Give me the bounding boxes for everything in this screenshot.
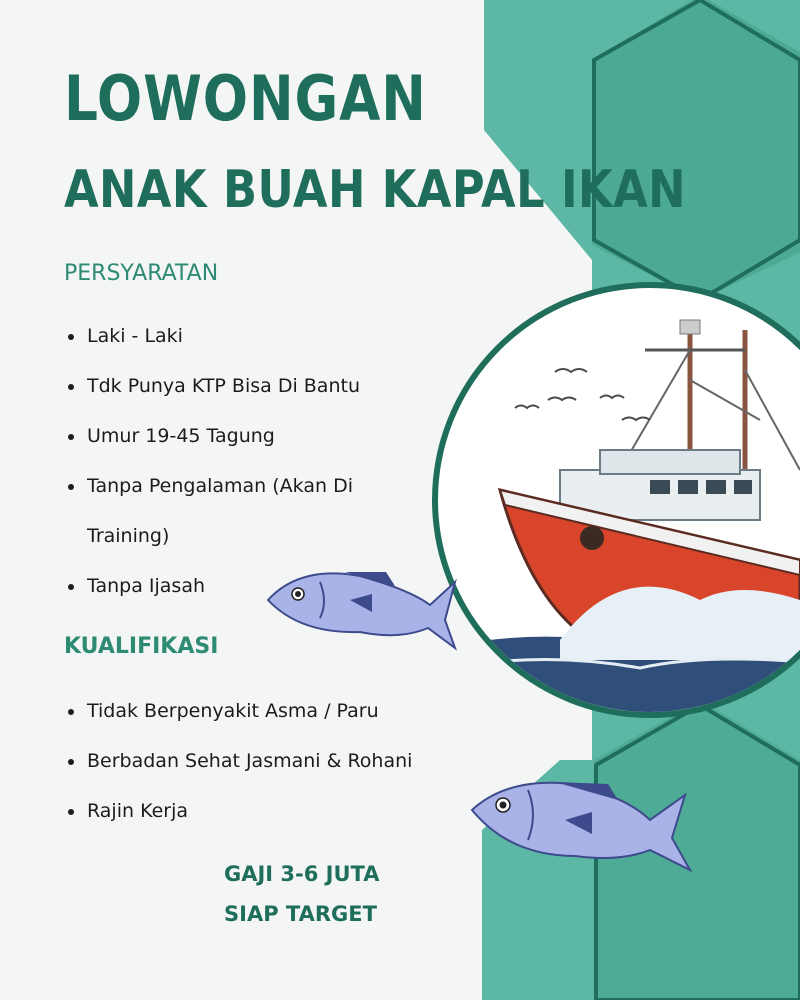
list-item: Berbadan Sehat Jasmani & Rohani xyxy=(66,736,446,786)
list-item: Tanpa Pengalaman (Akan Di Training) xyxy=(66,461,387,561)
list-item: Tdk Punya KTP Bisa Di Bantu xyxy=(66,361,446,411)
requirements-list xyxy=(66,311,446,611)
list-item: Laki - Laki xyxy=(66,311,446,361)
qualifications-heading: KUALIFIKASI xyxy=(64,634,219,659)
title-line-1: LOWONGAN xyxy=(64,62,427,135)
list-item: Rajin Kerja xyxy=(66,786,446,836)
fishing-boat-illustration xyxy=(430,285,800,720)
list-item: Umur 19-45 Tagung xyxy=(66,411,446,461)
salary-note: SIAP TARGET xyxy=(224,902,377,926)
requirements-heading: PERSYARATAN xyxy=(64,261,219,286)
title-line-2: ANAK BUAH KAPAL IKAN xyxy=(64,160,687,220)
qualifications-list xyxy=(66,686,446,836)
list-item: Tidak Berpenyakit Asma / Paru xyxy=(66,686,446,736)
salary-text: GAJI 3-6 JUTA xyxy=(224,862,380,886)
list-item: Tanpa Ijasah xyxy=(66,561,446,611)
